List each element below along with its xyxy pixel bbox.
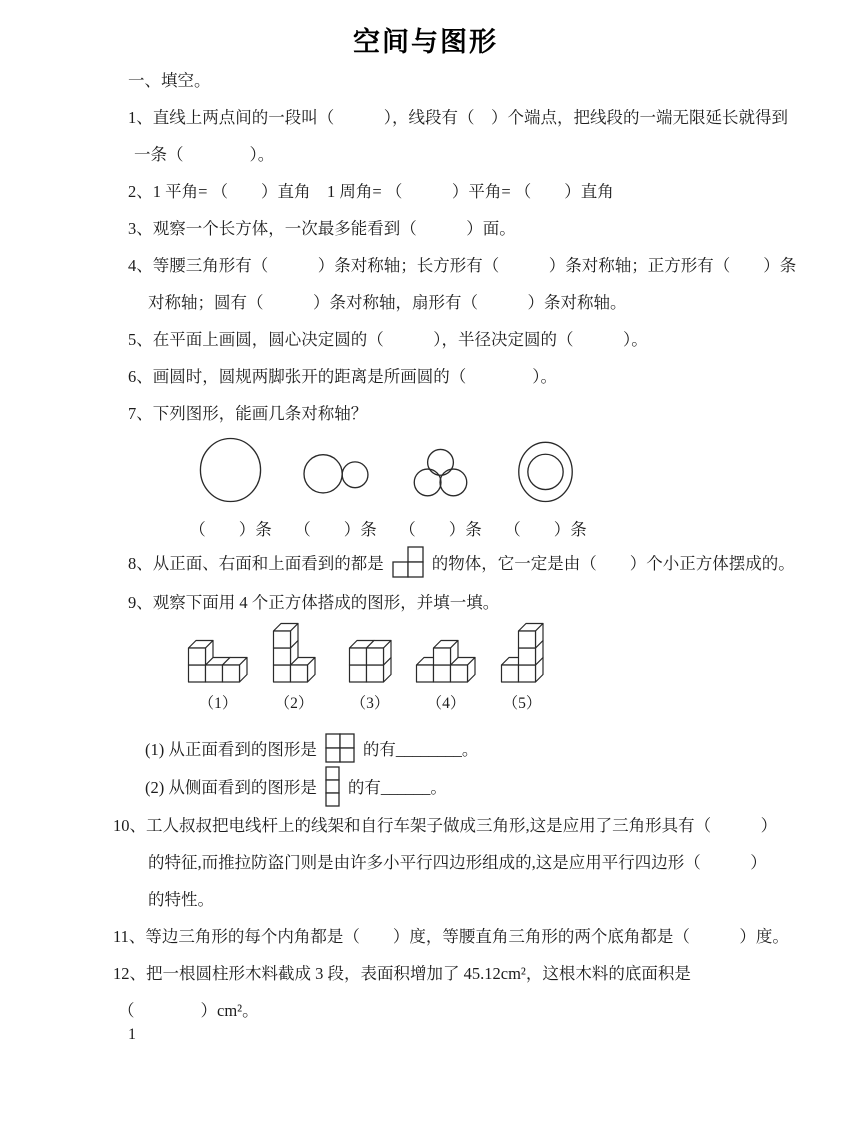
question-8-text-after: 的物体，它一定是由（ ）个小正方体摆成的。 — [431, 554, 795, 573]
cube-figure-4 — [408, 639, 484, 684]
cube-figure-3 — [332, 639, 408, 684]
question-6: 6、画圆时，圆规两脚张开的距离是所画圆的（ ）。 — [128, 366, 557, 386]
three-circles-figure-svg — [388, 432, 493, 508]
two-tangent-circles-figure-svg — [283, 432, 388, 508]
cube-figure-2 — [256, 622, 332, 684]
question-5: 5、在平面上画圆，圆心决定圆的（ ），半径决定圆的（ ）。 — [128, 329, 648, 349]
question-7: 7、下列图形，能画几条对称轴？ — [128, 403, 368, 423]
cube-figure-1 — [180, 639, 256, 684]
l-tromino-grid-icon — [392, 546, 424, 578]
cube-figure-5 — [484, 622, 560, 684]
cube-figure-3-label: （3） — [350, 695, 390, 712]
question-12-line-2: （ ）cm²。 — [118, 1000, 259, 1020]
q9-sub2-text-after: 的有______。 — [347, 778, 447, 797]
q7-figure-2-label: （ ）条 — [294, 520, 377, 539]
q9-cube-labels-row — [0, 691, 851, 715]
q7-figure-labels-row — [0, 516, 851, 542]
cube-figure-1-label: （1） — [198, 695, 238, 712]
single-circle-figure-svg — [178, 432, 283, 508]
q7-figure-4-label: （ ）条 — [504, 520, 587, 539]
question-4-line-1: 4、等腰三角形有（ ）条对称轴；长方形有（ ）条对称轴；正方形有（ ）条 — [128, 255, 797, 275]
q9-sub2-text-before: (2) 从侧面看到的图形是 — [145, 778, 317, 797]
question-9: 9、观察下面用 4 个正方体搭成的图形，并填一填。 — [128, 592, 500, 612]
section-header: 一、填空。 — [128, 70, 211, 90]
question-3: 3、观察一个长方体，一次最多能看到（ ）面。 — [128, 218, 516, 238]
cube-figure-4-label: （4） — [426, 695, 466, 712]
vertical-3-stack-icon — [325, 766, 340, 807]
q7-figure-1-label: （ ）条 — [189, 520, 272, 539]
concentric-circles-figure — [493, 432, 598, 508]
question-4-line-2: 对称轴；圆有（ ）条对称轴，扇形有（ ）条对称轴。 — [148, 292, 627, 312]
question-2: 2、1 平角= （ ）直角 1 周角= （ ）平角= （ ）直角 — [128, 181, 614, 201]
question-12-line-1: 12、把一根圆柱形木料截成 3 段，表面积增加了 45.12cm²，这根木料的底面积是 — [113, 963, 691, 983]
single-circle-figure — [178, 432, 283, 508]
question-11: 11、等边三角形的每个内角都是（ ）度，等腰直角三角形的两个底角都是（ ）度。 — [113, 926, 789, 946]
two-tangent-circles-figure — [283, 432, 388, 508]
question-10-line-2: 的特征,而推拉防盗门则是由许多小平行四边形组成的,这是应用平行四边形（ ） — [148, 852, 767, 872]
spacer — [0, 715, 851, 729]
q9-sub1-text-before: (1) 从正面看到的图形是 — [145, 740, 317, 759]
concentric-circles-figure-svg — [493, 432, 598, 508]
q7-figures-row — [0, 432, 851, 508]
page-title: 空间与图形 — [353, 27, 498, 57]
question-1-line-1: 1、直线上两点间的一段叫（ ），线段有（ ）个端点，把线段的一端无限延长就得到 — [128, 107, 788, 127]
cube-figure-5-label: （5） — [502, 695, 542, 712]
question-10-line-1: 10、工人叔叔把电线杆上的线架和自行车架子做成三角形,这是应用了三角形具有（ ） — [113, 815, 778, 835]
question-1-line-2: 一条（ ）。 — [134, 144, 275, 164]
q9-cube-figures-row — [0, 621, 851, 683]
q7-figure-3-label: （ ）条 — [399, 520, 482, 539]
question-8 — [0, 542, 851, 582]
question-10-line-3: 的特性。 — [148, 889, 214, 909]
square-2x2-grid-icon — [325, 733, 355, 763]
q9-sub1-text-after: 的有________。 — [362, 740, 479, 759]
question-9-sub-2 — [0, 767, 851, 805]
cube-figure-2-label: （2） — [274, 695, 314, 712]
three-circles-figure — [388, 432, 493, 508]
question-8-text-before: 8、从正面、右面和上面看到的都是 — [128, 554, 384, 573]
page-number: 1 — [128, 1026, 136, 1043]
question-9-sub-1 — [0, 729, 851, 767]
